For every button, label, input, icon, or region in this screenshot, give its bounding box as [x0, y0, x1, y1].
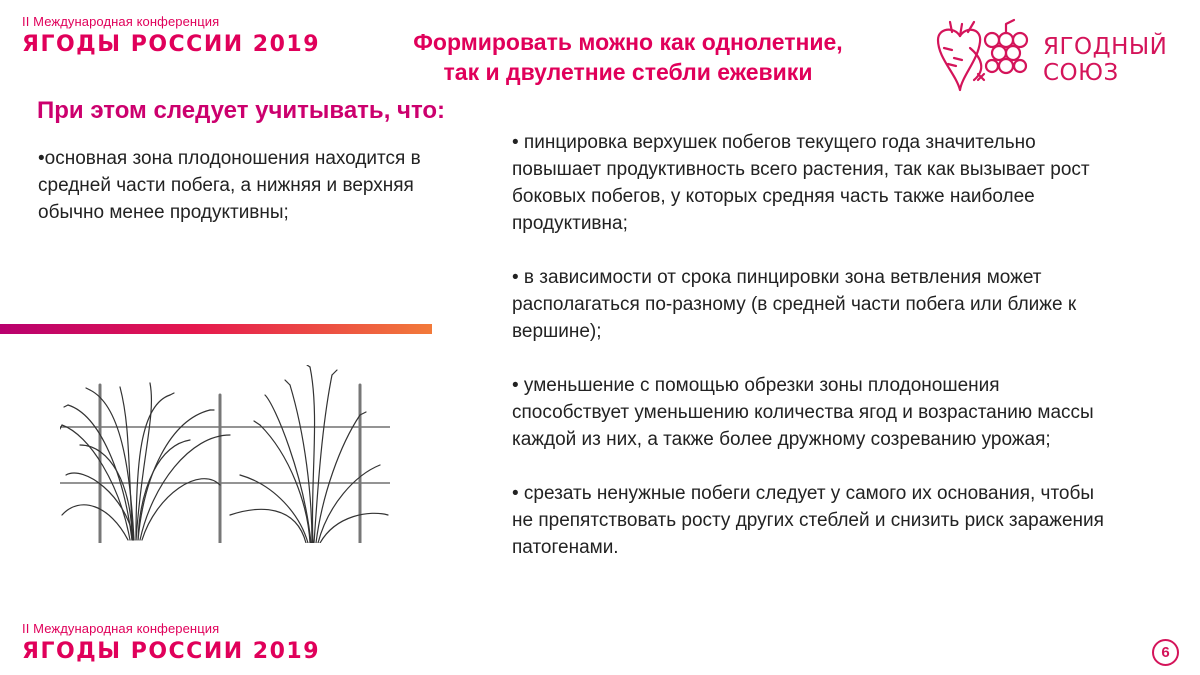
- logo-text-line1: ЯГОДНЫЙ: [1043, 34, 1168, 60]
- list-item: • срезать ненужные побеги следует у самого их основания, чтобы не препятствовать росту других стеблей и снизить риск заражения патогенами.: [512, 483, 1104, 558]
- list-item: • пинцировка верхушек побегов текущего года значительно повышает продуктивность всего растения, так как вызывает рост боковых побегов, у которых средняя часть также наиболее продуктивна;: [512, 132, 1090, 234]
- bullet-list: [512, 129, 1112, 588]
- blackberry-bush-illustration: [60, 365, 390, 543]
- accent-stripe: [0, 324, 432, 334]
- slide-title-line1: Формировать можно как однолетние,: [413, 29, 843, 55]
- slide-title-line2: так и двулетние стебли ежевики: [443, 59, 813, 85]
- list-item: • уменьшение с помощью обрезки зоны плодоношения способствует уменьшению количества ягод и возрастанию массы каждой из них, а также более дружному созреванию урожая;: [512, 375, 1094, 450]
- list-item: • в зависимости от срока пинцировки зона ветвления может располагаться по-разному (в средней части побега или ближе к вершине);: [512, 267, 1077, 342]
- section-subtitle: При этом следует учитывать, что:: [37, 97, 446, 124]
- conference-title: ЯГОДЫ РОССИИ 2019: [22, 32, 321, 57]
- conference-subtitle: II Международная конференция: [22, 14, 220, 29]
- logo-text-line2: СОЮЗ: [1043, 60, 1119, 86]
- berry-union-logo: [930, 18, 1180, 100]
- logo-text: [1043, 34, 1167, 86]
- page-number: 6: [1152, 639, 1179, 666]
- slide-title: [360, 27, 896, 87]
- footer-conference-title: ЯГОДЫ РОССИИ 2019: [22, 639, 321, 664]
- conference-footer: [22, 621, 320, 665]
- left-paragraph: •основная зона плодоношения находится в средней части побега, а нижняя и верхняя обычно менее продуктивны;: [38, 148, 421, 223]
- footer-conference-subtitle: II Международная конференция: [22, 621, 220, 636]
- berry-union-logo-icon: [930, 18, 1040, 100]
- conference-header: [22, 14, 320, 58]
